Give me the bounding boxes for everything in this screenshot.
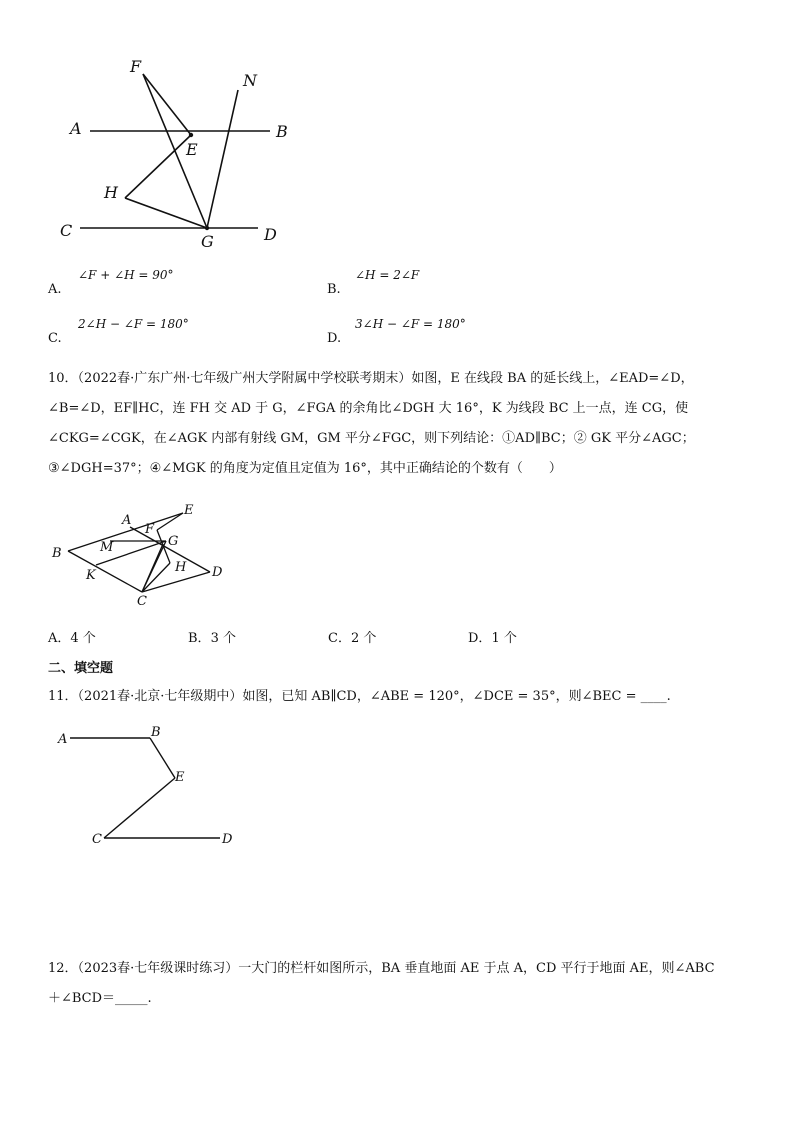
option-letter: B． <box>188 631 211 646</box>
label-k: K <box>86 568 96 583</box>
label-b: B <box>276 122 288 141</box>
label-g: G <box>201 232 214 251</box>
label-n: N <box>243 71 257 90</box>
q9-option-b-text: ∠H = 2∠F <box>355 268 420 282</box>
label-b: B <box>151 725 161 740</box>
label-h: H <box>175 560 187 575</box>
q9-option-a-text: ∠F + ∠H = 90° <box>78 268 174 282</box>
q11-text: 11．（2021春·北京·七年级期中）如图，已知 AB∥CD，∠ABE = 120°，∠DCE = 35°，则∠BEC = ____. <box>48 689 671 704</box>
label-a: A <box>122 513 132 528</box>
label-a: A <box>70 119 82 138</box>
label-f: F <box>130 57 142 76</box>
label-e: E <box>186 140 198 159</box>
label-h: H <box>104 183 118 202</box>
q12-line-2: ＋∠BCD＝_____. <box>48 991 152 1006</box>
label-c: C <box>60 221 73 240</box>
option-letter: D. <box>327 331 342 346</box>
section-title: 二、填空题 <box>48 661 114 676</box>
q10-line-2: ∠B=∠D，EF∥HC，连 FH 交 AD 于 G，∠FGA 的余角比∠DGH 大 16°，K 为线段 BC 上一点，连 CG，使 <box>48 401 689 416</box>
segment-ec <box>104 778 175 838</box>
label-e: E <box>184 503 194 518</box>
label-c: C <box>137 594 147 609</box>
segment-be <box>150 738 175 778</box>
label-c: C <box>92 832 102 847</box>
option-letter: A. <box>48 282 62 297</box>
option-letter: A． <box>48 631 71 646</box>
q12-line-1: 12．（2023春·七年级课时练习）一大门的栏杆如图所示，BA 垂直地面 AE 于点 A，CD 平行于地面 AE，则∠ABC <box>48 961 715 976</box>
option-text: 1 个 <box>491 631 517 646</box>
option-letter: C． <box>328 631 351 646</box>
option-text: 3 个 <box>210 631 236 646</box>
label-b: B <box>52 546 62 561</box>
label-d: D <box>264 225 277 244</box>
q10-line-1: 10．（2022春·广东广州·七年级广州大学附属中学校联考期末）如图，E 在线段 BA 的延长线上，∠EAD=∠D， <box>48 371 694 386</box>
q9-option-c-text: 2∠H − ∠F = 180° <box>78 317 189 331</box>
option-text: 2 个 <box>350 631 377 646</box>
label-a: A <box>58 732 68 747</box>
option-letter: B. <box>327 282 341 297</box>
option-letter: C. <box>48 331 62 346</box>
label-f: F <box>145 522 155 537</box>
q9-option-d-text: 3∠H − ∠F = 180° <box>355 317 466 331</box>
q10-line-4: ③∠DGH=37°；④∠MGK 的角度为定值且定值为 16°，其中正确结论的个数有（ ） <box>48 461 562 476</box>
option-text: 4 个 <box>70 631 96 646</box>
label-e: E <box>175 770 185 785</box>
label-m: M <box>100 540 114 555</box>
label-g: G <box>168 534 179 549</box>
label-d: D <box>222 832 233 847</box>
option-letter: D． <box>468 631 492 646</box>
q10-line-3: ∠CKG=∠CGK，在∠AGK 内部有射线 GM，GM 平分∠FGC，则下列结论：①AD∥BC；② GK 平分∠AGC； <box>48 431 695 446</box>
label-d: D <box>212 565 223 580</box>
